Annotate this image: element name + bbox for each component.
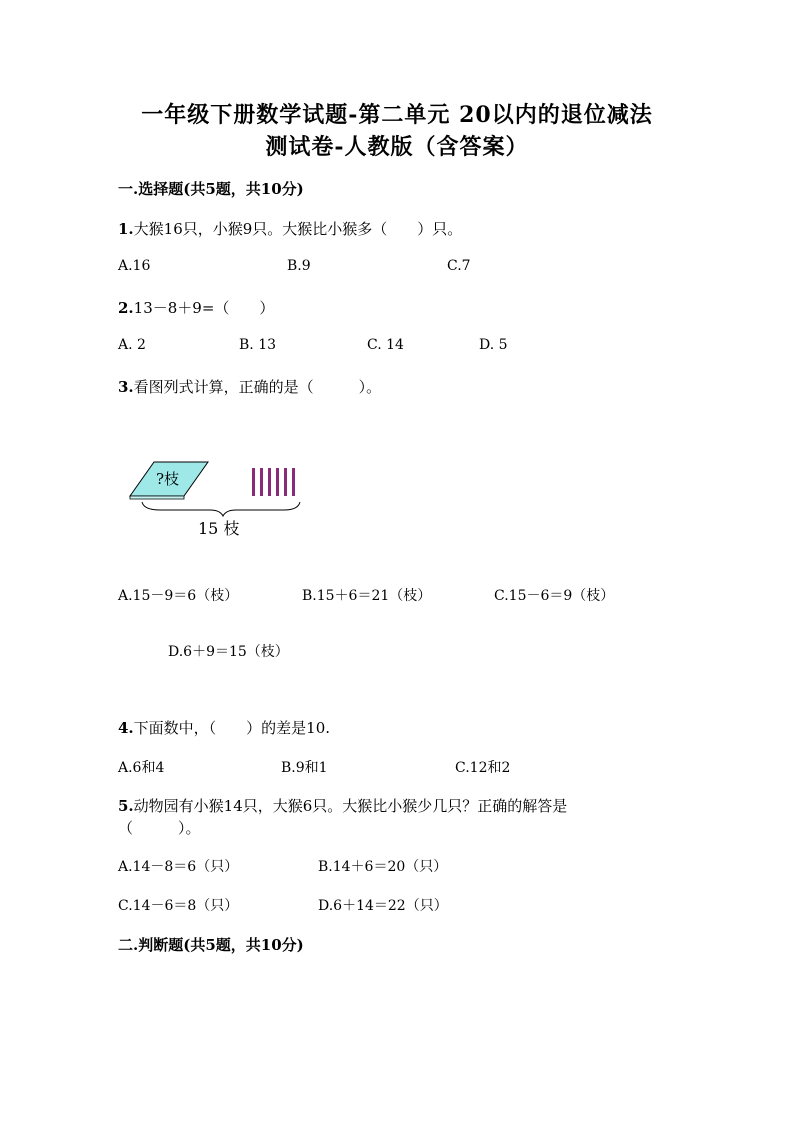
section-heading-choice: 一.选择题(共5题，共10分) (118, 180, 304, 198)
option-a: A. 2 (118, 337, 146, 353)
question-5-continued: （ ）。 (118, 819, 201, 837)
total-label: 15 枝 (198, 519, 240, 538)
option-c: C. 14 (367, 337, 404, 353)
pencil-stick (284, 468, 287, 496)
pencil-stick (252, 468, 255, 496)
pencil-stick (268, 468, 271, 496)
title-line-2: 测试卷-人教版（含答案） (265, 134, 529, 160)
question-text: 动物园有小猴14只，大猴6只。大猴比小猴少几只？正确的解答是 (133, 797, 568, 815)
title-line-1: 一年级下册数学试题-第二单元 20以内的退位减法 (141, 102, 653, 128)
pencil-sticks (252, 468, 295, 496)
option-b: B.9和1 (281, 760, 328, 776)
question-2 (118, 297, 274, 318)
question-3 (118, 376, 381, 397)
option-d: D. 5 (479, 337, 508, 353)
total-brace (142, 502, 300, 516)
question-text: 看图列式计算，正确的是（ ）。 (133, 378, 382, 396)
question-number: 1. (118, 220, 134, 238)
option-a: A.14－8＝6（只） (118, 859, 239, 875)
option-b: B.9 (287, 258, 311, 274)
question-number: 4. (118, 719, 134, 737)
option-c: C.14－6＝8（只） (118, 898, 239, 914)
option-c: C.15－6＝9（枝） (494, 588, 615, 604)
option-a: A.6和4 (118, 760, 165, 776)
question-text: 大猴16只，小猴9只。大猴比小猴多（ ）只。 (133, 220, 463, 238)
pencil-stick (276, 468, 279, 496)
question-5 (118, 795, 567, 816)
option-b: B.14＋6＝20（只） (318, 859, 448, 875)
question-number: 2. (118, 299, 134, 317)
option-d: D.6＋14＝22（只） (318, 898, 448, 914)
section-heading-judgment: 二.判断题(共5题，共10分) (118, 936, 304, 954)
question-number: 3. (118, 378, 134, 396)
option-c: C.7 (447, 258, 471, 274)
option-c: C.12和2 (455, 760, 511, 776)
question-1 (118, 218, 462, 239)
option-a: A.15－9＝6（枝） (118, 588, 239, 604)
pencil-stick (260, 468, 263, 496)
question-4 (118, 717, 330, 738)
box-label: ?枝 (156, 470, 180, 488)
option-b: B. 13 (239, 337, 277, 353)
option-a: A.16 (118, 258, 151, 274)
question-3-figure (120, 450, 310, 542)
question-text: 下面数中，（ ）的差是10. (133, 719, 331, 737)
option-b: B.15＋6＝21（枝） (302, 588, 432, 604)
pencil-stick (292, 468, 295, 496)
question-number: 5. (118, 797, 134, 815)
option-d: D.6＋9＝15（枝） (168, 644, 289, 660)
question-text: 13－8＋9=（ ） (133, 299, 275, 317)
pencil-box-edge (130, 496, 184, 499)
